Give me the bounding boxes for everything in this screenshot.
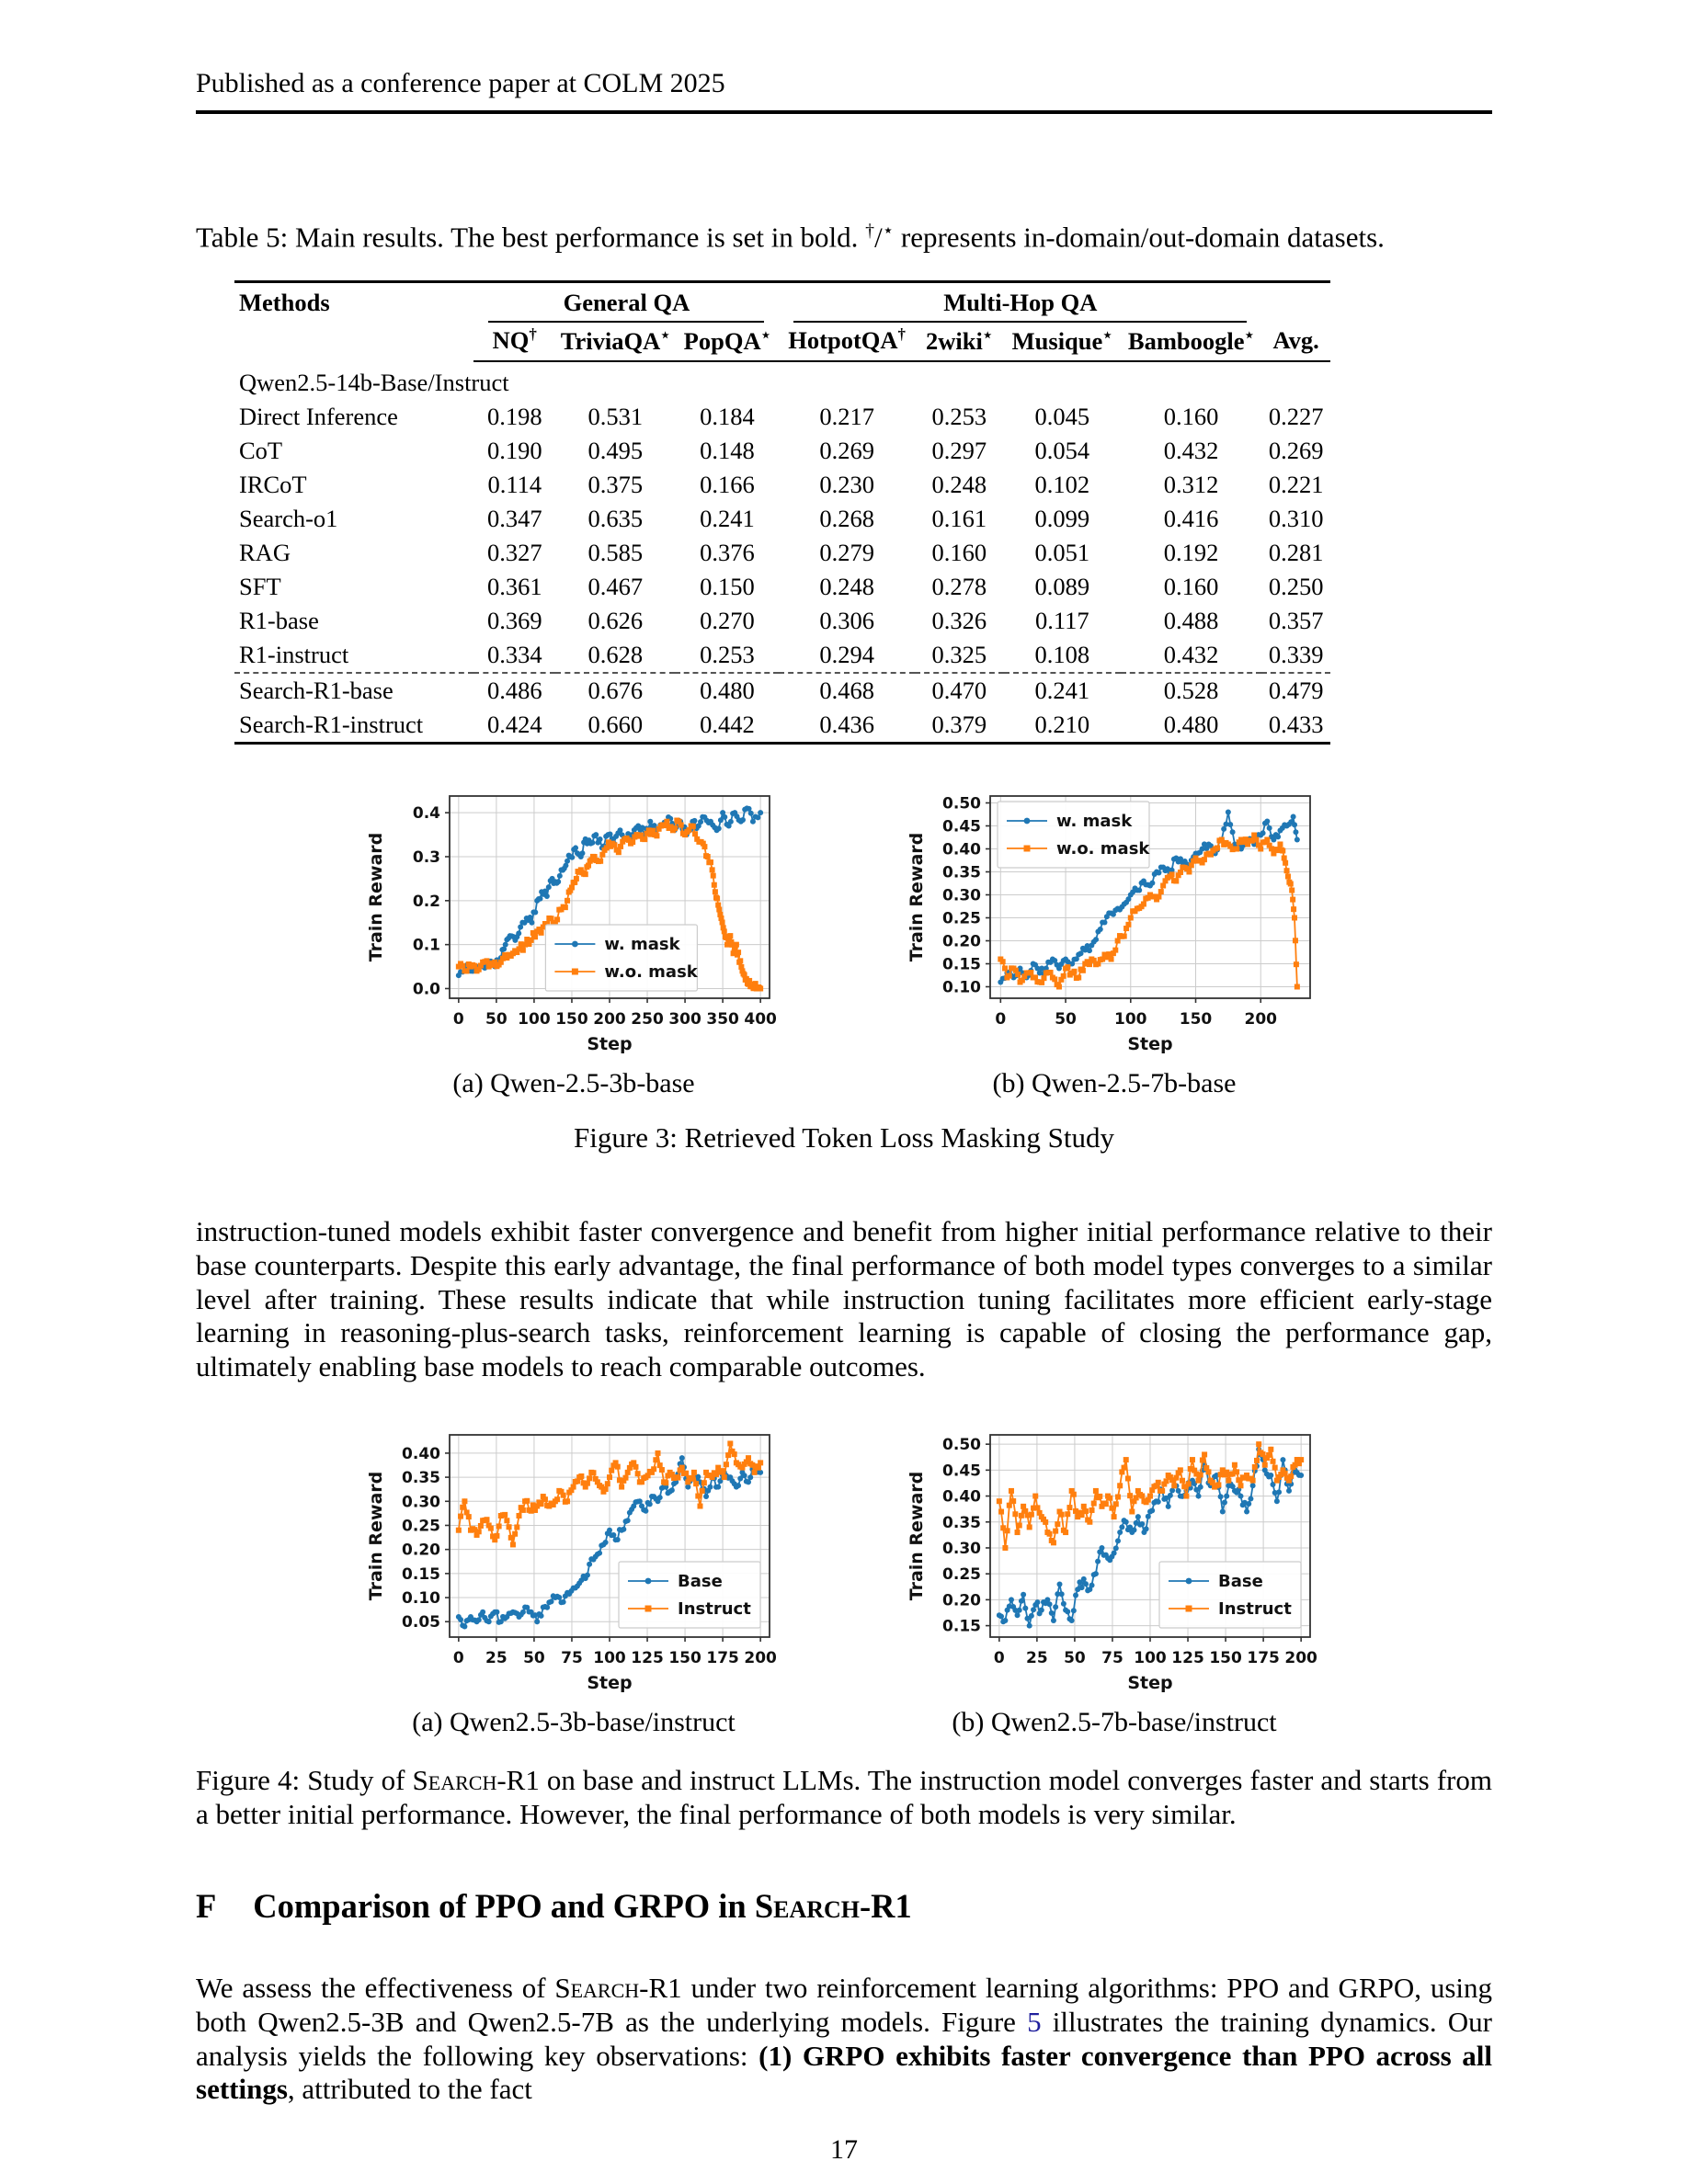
svg-text:0.20: 0.20 (942, 1591, 981, 1610)
value-cell: 0.628 (587, 641, 644, 669)
svg-text:300: 300 (668, 1010, 701, 1029)
value-cell: 0.347 (486, 505, 542, 533)
star-symbol: ⋆ (882, 221, 895, 241)
svg-text:100: 100 (593, 1649, 626, 1668)
value-cell: 0.230 (819, 471, 874, 499)
svg-text:0.25: 0.25 (942, 1565, 981, 1585)
svg-text:0.25: 0.25 (402, 1517, 440, 1536)
svg-text:200: 200 (1244, 1010, 1277, 1029)
value-cell: 0.190 (486, 437, 542, 465)
y-axis-label: Train Reward (907, 833, 927, 962)
svg-text:0.2: 0.2 (412, 893, 440, 912)
table-row (234, 570, 1330, 604)
svg-text:0.05: 0.05 (402, 1613, 440, 1632)
svg-text:0.0: 0.0 (412, 980, 440, 999)
value-cell: 0.108 (1034, 641, 1090, 669)
svg-text:0.50: 0.50 (942, 1436, 981, 1455)
col-header: Bamboogle⋆ (1121, 323, 1261, 362)
svg-text:150: 150 (555, 1010, 588, 1029)
value-cell: 0.268 (819, 505, 874, 533)
value-cell: 0.416 (1163, 505, 1219, 533)
svg-text:0.10: 0.10 (402, 1589, 440, 1609)
value-cell: 0.480 (1163, 711, 1219, 739)
table-row (234, 502, 1330, 536)
method-cell: Direct Inference (239, 403, 398, 431)
table5-caption-text-2: represents in-domain/out-domain datasets. (894, 221, 1385, 254)
svg-text:175: 175 (1247, 1649, 1280, 1668)
page-number: 17 (830, 2133, 858, 2165)
svg-text:100: 100 (1134, 1649, 1167, 1668)
svg-text:Base: Base (1218, 1572, 1263, 1592)
figure4b-subcaption: (b) Qwen2.5-7b-base/instruct (952, 1707, 1277, 1738)
value-cell: 0.166 (700, 471, 755, 499)
svg-text:0.40: 0.40 (942, 1487, 981, 1507)
svg-text:100: 100 (1114, 1010, 1147, 1029)
value-cell: 0.379 (931, 711, 987, 739)
svg-text:125: 125 (631, 1649, 664, 1668)
svg-text:0.15: 0.15 (942, 955, 981, 974)
value-cell: 0.468 (779, 673, 914, 708)
value-cell: 0.585 (587, 539, 644, 567)
svg-text:0.4: 0.4 (412, 804, 440, 824)
value-cell: 0.433 (1268, 711, 1324, 739)
svg-text:0.30: 0.30 (942, 886, 981, 905)
value-cell: 0.227 (1268, 403, 1324, 431)
value-cell: 0.488 (1163, 607, 1219, 635)
svg-text:50: 50 (523, 1649, 545, 1668)
value-cell: 0.102 (1034, 471, 1090, 499)
table-row (234, 638, 1330, 673)
group-header: Multi-Hop QA (779, 281, 1261, 323)
legend (545, 925, 698, 991)
value-cell: 0.531 (587, 403, 644, 431)
fig3b-train-reward-chart (898, 783, 1330, 1061)
value-cell: 0.660 (587, 711, 644, 739)
value-cell: 0.217 (819, 403, 874, 431)
value-cell: 0.253 (931, 403, 987, 431)
value-cell: 0.325 (931, 641, 987, 669)
para2-search-r1-smallcaps: Search-R1 (554, 1972, 682, 2005)
figure3a-block (358, 783, 790, 1099)
value-cell: 0.376 (700, 539, 755, 567)
table-row (234, 673, 1330, 708)
method-cell: RAG (239, 539, 291, 567)
table-row (234, 434, 1330, 468)
method-cell: Search-o1 (239, 505, 338, 533)
para2-seg3: illustrates the training dynamics. Our analysis yields the following key observations: (196, 2006, 1492, 2072)
svg-text:150: 150 (1209, 1649, 1242, 1668)
section-title-text: Comparison of PPO and GRPO in (253, 1887, 755, 1926)
value-cell: 0.045 (1034, 403, 1090, 431)
value-cell: 0.250 (1268, 573, 1324, 601)
figure4a-block (358, 1422, 790, 1738)
svg-text:0: 0 (993, 1649, 1005, 1668)
method-cell: IRCoT (239, 471, 307, 499)
x-axis-label: Step (587, 1034, 633, 1055)
svg-text:w.o. mask: w.o. mask (604, 962, 698, 983)
svg-text:75: 75 (1101, 1649, 1123, 1668)
svg-text:125: 125 (1171, 1649, 1204, 1668)
fig3a-train-reward-chart (358, 783, 790, 1061)
group-header-empty (1261, 281, 1330, 323)
svg-text:50: 50 (1064, 1649, 1086, 1668)
y-axis-label: Train Reward (907, 1472, 927, 1601)
value-cell: 0.269 (819, 437, 874, 465)
paragraph-ppo-grpo (196, 1972, 1492, 2106)
value-cell: 0.051 (1034, 539, 1090, 567)
svg-text:0.30: 0.30 (942, 1540, 981, 1559)
value-cell: 0.148 (700, 437, 755, 465)
svg-text:0.20: 0.20 (942, 932, 981, 951)
value-cell: 0.635 (587, 505, 644, 533)
value-cell: 0.278 (931, 573, 987, 601)
value-cell: 0.357 (1268, 607, 1324, 635)
value-cell: 0.312 (1163, 471, 1219, 499)
svg-text:100: 100 (518, 1010, 551, 1029)
search-r1-smallcaps: Search-R1 (412, 1764, 540, 1797)
svg-text:0: 0 (452, 1010, 464, 1029)
value-cell: 0.486 (473, 673, 555, 708)
value-cell: 0.150 (700, 573, 755, 601)
value-cell: 0.528 (1121, 673, 1261, 708)
fig4a-train-reward-chart (358, 1422, 790, 1700)
svg-text:Instruct: Instruct (678, 1599, 751, 1620)
method-cell: SFT (239, 573, 281, 601)
value-cell: 0.241 (1004, 673, 1121, 708)
value-cell: 0.626 (587, 607, 644, 635)
value-cell: 0.192 (1163, 539, 1219, 567)
svg-text:350: 350 (706, 1010, 739, 1029)
col-header: Avg. (1261, 323, 1330, 362)
legend (619, 1562, 760, 1628)
svg-text:0.10: 0.10 (942, 978, 981, 997)
section-title-search-r1: Search-R1 (754, 1887, 912, 1926)
figure4-caption-post: on base and instruct LLMs. The instruction model converges faster and starts from a better initial performance. However, the final performance of both models is very similar. (196, 1764, 1492, 1830)
svg-text:200: 200 (1284, 1649, 1317, 1668)
value-cell: 0.279 (819, 539, 874, 567)
value-cell: 0.676 (555, 673, 675, 708)
figure3a-subcaption: (a) Qwen-2.5-3b-base (452, 1068, 695, 1099)
results-table (234, 280, 1330, 745)
value-cell: 0.210 (1034, 711, 1090, 739)
value-cell: 0.054 (1034, 437, 1090, 465)
para2-bold-observation: (1) GRPO exhibits faster convergence than PPO across all settings (196, 2039, 1492, 2106)
svg-text:0.50: 0.50 (942, 794, 981, 813)
value-cell: 0.326 (931, 607, 987, 635)
value-cell: 0.117 (1034, 607, 1089, 635)
col-header: 2wiki⋆ (915, 323, 1004, 362)
value-cell: 0.269 (1268, 437, 1324, 465)
svg-text:150: 150 (1179, 1010, 1213, 1029)
value-cell: 0.161 (931, 505, 987, 533)
svg-text:0.15: 0.15 (402, 1565, 440, 1585)
figure5-reference-link[interactable]: 5 (1027, 2006, 1042, 2039)
svg-text:0.35: 0.35 (942, 1514, 981, 1533)
axis-ticks (942, 1436, 1317, 1667)
col-header: NQ† (473, 323, 555, 362)
col-header: HotpotQA† (779, 323, 914, 362)
value-cell: 0.294 (819, 641, 874, 669)
x-axis-label: Step (587, 1673, 633, 1694)
y-axis-label: Train Reward (366, 833, 386, 962)
para2-seg2: under two reinforcement learning algorithms: PPO and GRPO, using both Qwen2.5-3B and Qwen2.5-7B as the underlying models. Figure (196, 1972, 1492, 2039)
svg-text:0.40: 0.40 (942, 840, 981, 859)
method-cell: R1-instruct (239, 641, 349, 669)
page-content (196, 0, 1492, 2166)
value-cell: 0.306 (819, 607, 874, 635)
model-group-label: Qwen2.5-14b-Base/Instruct (239, 369, 509, 397)
col-header: PopQA⋆ (675, 323, 779, 362)
figure3b-block (898, 783, 1330, 1099)
svg-text:w. mask: w. mask (1056, 812, 1133, 832)
svg-text:0.35: 0.35 (942, 863, 981, 882)
svg-text:400: 400 (744, 1010, 777, 1029)
svg-text:75: 75 (561, 1649, 583, 1668)
value-cell: 0.327 (486, 539, 542, 567)
value-cell: 0.089 (1034, 573, 1090, 601)
svg-text:25: 25 (485, 1649, 508, 1668)
table-row (234, 708, 1330, 744)
svg-text:200: 200 (744, 1649, 777, 1668)
svg-text:175: 175 (706, 1649, 739, 1668)
method-cell: Search-R1-base (234, 673, 473, 708)
value-cell: 0.114 (487, 471, 542, 499)
fig4b-train-reward-chart (898, 1422, 1330, 1700)
value-cell: 0.310 (1268, 505, 1324, 533)
figure4-caption-pre: Figure 4: Study of (196, 1764, 413, 1797)
value-cell: 0.424 (486, 711, 542, 739)
running-head-text: Published as a conference paper at COLM 2025 (196, 68, 725, 98)
y-axis-label: Train Reward (366, 1472, 386, 1601)
svg-text:0.3: 0.3 (412, 848, 440, 868)
value-cell: 0.334 (486, 641, 542, 669)
section-letter: F (196, 1887, 217, 1926)
svg-text:50: 50 (1055, 1010, 1077, 1029)
col-header: Musique⋆ (1004, 323, 1121, 362)
method-cell: CoT (239, 437, 283, 465)
paragraph-instruction-tuned: instruction-tuned models exhibit faster convergence and benefit from higher initial performance relative to their base counterparts. Despite this early advantage, the final performance of both model types converges to a similar level after training. These results indicate that while instruction tuning facilitates more efficient early-stage learning in reasoning-plus-search tasks, reinforcement learning is capable of closing the performance gap, ultimately enabling base models to reach comparable outcomes. (196, 1215, 1492, 1382)
section-f-heading (196, 1886, 1492, 1926)
svg-text:0.25: 0.25 (942, 909, 981, 928)
method-cell: Search-R1-instruct (239, 711, 424, 739)
svg-text:25: 25 (1026, 1649, 1048, 1668)
svg-text:Base: Base (678, 1572, 723, 1592)
value-cell: 0.479 (1261, 673, 1330, 708)
svg-text:0.35: 0.35 (402, 1469, 440, 1488)
para2-seg1: We assess the effectiveness of (196, 1972, 555, 2005)
svg-text:w.o. mask: w.o. mask (1056, 839, 1150, 859)
table-row (234, 400, 1330, 434)
svg-text:200: 200 (593, 1010, 626, 1029)
para2-seg4: , attributed to the fact (287, 2073, 532, 2106)
value-cell: 0.432 (1163, 437, 1219, 465)
method-cell: R1-base (239, 607, 319, 635)
value-cell: 0.221 (1268, 471, 1324, 499)
svg-text:0: 0 (452, 1649, 464, 1668)
svg-text:Instruct: Instruct (1218, 1599, 1292, 1620)
svg-text:0.1: 0.1 (412, 937, 440, 956)
group-header: General QA (473, 281, 779, 323)
value-cell: 0.361 (486, 573, 542, 601)
svg-text:0.15: 0.15 (942, 1617, 981, 1636)
x-axis-label: Step (1127, 1034, 1173, 1055)
svg-text:0.45: 0.45 (942, 817, 981, 836)
x-axis-label: Step (1127, 1673, 1173, 1694)
value-cell: 0.248 (819, 573, 874, 601)
value-cell: 0.160 (1163, 573, 1219, 601)
table5-caption (196, 221, 1492, 255)
value-cell: 0.160 (931, 539, 987, 567)
value-cell: 0.495 (587, 437, 644, 465)
svg-text:0.20: 0.20 (402, 1541, 440, 1560)
value-cell: 0.248 (931, 471, 987, 499)
figure4-row (196, 1422, 1492, 1738)
figure4a-subcaption: (a) Qwen2.5-3b-base/instruct (412, 1707, 736, 1738)
svg-text:0.40: 0.40 (402, 1445, 440, 1464)
dagger-symbol: † (865, 221, 875, 241)
svg-text:150: 150 (668, 1649, 701, 1668)
value-cell: 0.160 (1163, 403, 1219, 431)
value-cell: 0.297 (931, 437, 987, 465)
figure4b-block (898, 1422, 1330, 1738)
table-row (234, 468, 1330, 502)
table-row (234, 604, 1330, 638)
value-cell: 0.442 (700, 711, 755, 739)
value-cell: 0.198 (486, 403, 542, 431)
value-cell: 0.375 (587, 471, 644, 499)
table-row (234, 536, 1330, 570)
svg-text:0.45: 0.45 (942, 1462, 981, 1481)
col-header-methods: Methods (239, 288, 330, 316)
legend (998, 802, 1150, 868)
figure4-caption (196, 1764, 1492, 1831)
svg-text:0: 0 (995, 1010, 1007, 1029)
value-cell: 0.099 (1034, 505, 1090, 533)
value-cell: 0.467 (587, 573, 644, 601)
value-cell: 0.339 (1268, 641, 1324, 669)
value-cell: 0.241 (700, 505, 755, 533)
svg-text:w. mask: w. mask (604, 935, 680, 955)
running-head (196, 68, 1492, 114)
value-cell: 0.281 (1268, 539, 1324, 567)
col-header: TriviaQA⋆ (555, 323, 675, 362)
table5-caption-text: Table 5: Main results. The best performance is set in bold. (196, 221, 866, 254)
value-cell: 0.253 (700, 641, 755, 669)
svg-text:50: 50 (485, 1010, 508, 1029)
figure3-row (196, 783, 1492, 1099)
slash-symbol: / (874, 221, 883, 254)
value-cell: 0.184 (700, 403, 755, 431)
value-cell: 0.436 (819, 711, 874, 739)
value-cell: 0.270 (700, 607, 755, 635)
value-cell: 0.432 (1163, 641, 1219, 669)
figure3-caption: Figure 3: Retrieved Token Loss Masking Study (574, 1121, 1114, 1155)
svg-text:250: 250 (631, 1010, 664, 1029)
legend (1159, 1562, 1301, 1628)
figure3b-subcaption: (b) Qwen-2.5-7b-base (992, 1068, 1237, 1099)
value-cell: 0.369 (486, 607, 542, 635)
svg-text:0.30: 0.30 (402, 1493, 440, 1512)
value-cell: 0.480 (675, 673, 779, 708)
value-cell: 0.470 (915, 673, 1004, 708)
